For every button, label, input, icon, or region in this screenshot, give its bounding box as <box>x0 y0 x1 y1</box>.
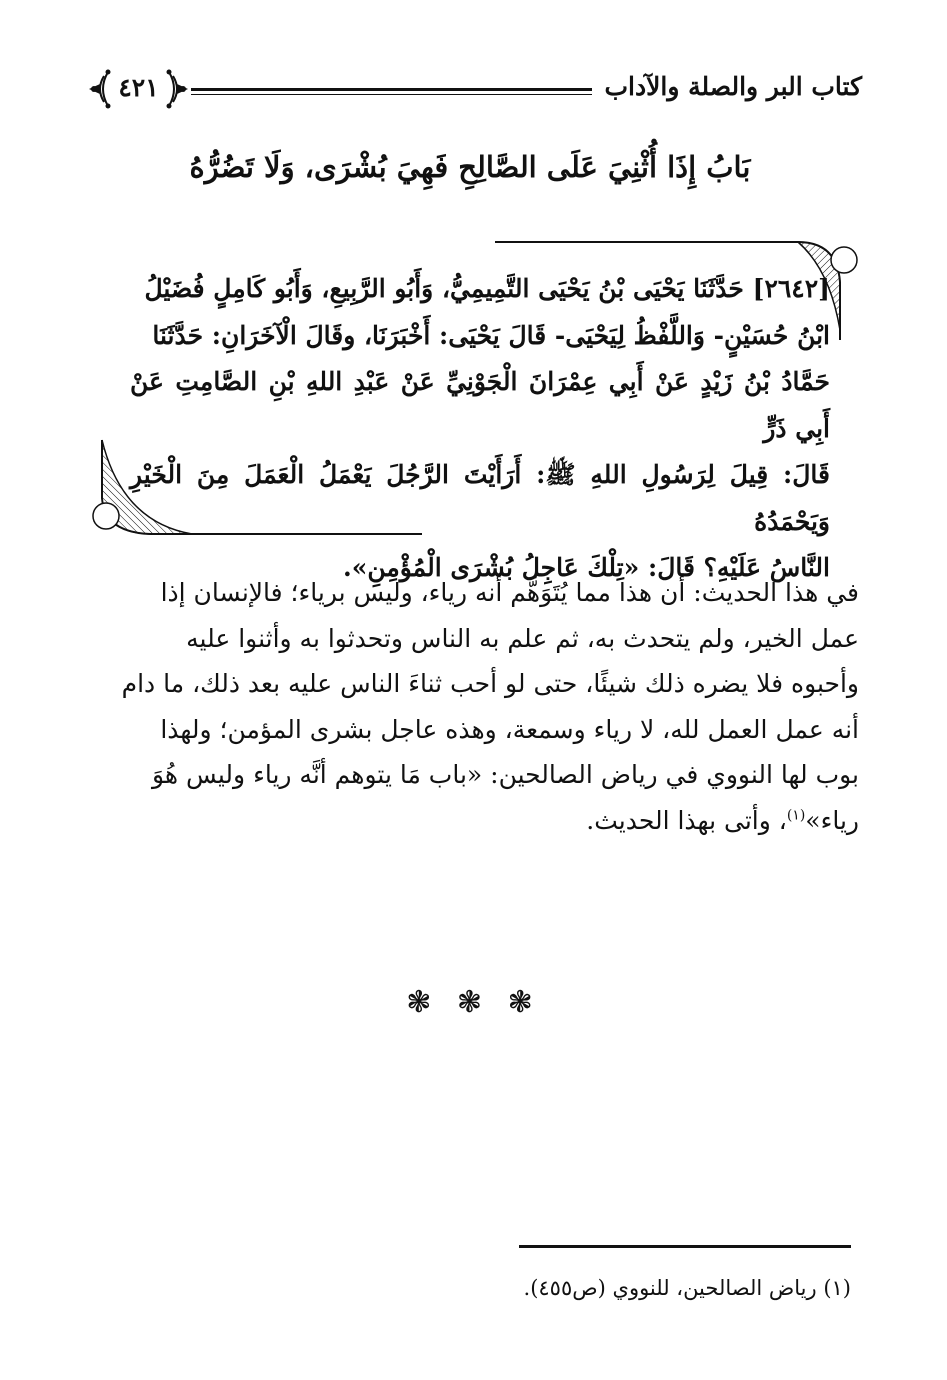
hadith-line: قَالَ: قِيلَ لِرَسُولِ اللهِ ﷺ: أَرَأَيْتَ الرَّجُلَ يَعْمَلُ الْعَمَلَ مِنَ الْخَيْرِ وَيَحْمَدُهُ <box>130 460 830 536</box>
commentary-line: وأحبوه فلا يضره ذلك شيئًا، حتى لو أحب ثناءَ الناس عليه بعد ذلك، ما دام <box>121 669 859 698</box>
header-rule <box>191 88 592 91</box>
hadith-line: النَّاسُ عَلَيْهِ؟ قَالَ: «تِلْكَ عَاجِلُ بُشْرَى الْمُؤْمِنِ». <box>343 553 830 582</box>
commentary-line: رياء»$^{(١)}$، وأتى بهذا الحديث. <box>586 805 859 835</box>
footnote: (١) رياض الصالحين، للنووي (ص٤٥٥). <box>523 1276 851 1300</box>
book-title: كتاب البر والصلة والآداب <box>604 72 862 101</box>
hadith-text <box>130 266 830 592</box>
commentary-line: عمل الخير، ولم يتحدث به، ثم علم به الناس وتحدثوا به وأثنوا عليه <box>186 623 859 653</box>
hadith-line: [٢٦٤٢] حَدَّثَنَا يَحْيَى بْنُ يَحْيَى التَّمِيمِيُّ، وَأَبُو الرَّبِيعِ، وَأَبُو كَامِلٍ فُضَيْلُ <box>144 274 830 303</box>
running-header <box>86 66 862 112</box>
hadith-line: حَمَّادُ بْنُ زَيْدٍ عَنْ أَبِي عِمْرَانَ الْجَوْنِيِّ عَنْ عَبْدِ اللهِ بْنِ الصَّامِتِ عَنْ أَبِي ذَرٍّ <box>130 367 830 443</box>
page-number-ornament <box>86 66 191 112</box>
commentary-line: بوب لها النووي في رياض الصالحين: «باب مَا يتوهم أنَّه رياء وليس هُوَ <box>151 760 859 789</box>
commentary <box>86 570 859 843</box>
chapter-title: بَابُ إِذَا أُثْنِيَ عَلَى الصَّالِحِ فَهِيَ بُشْرَى، وَلَا تَضُرُّهُ <box>189 150 751 184</box>
footnote-rule <box>519 1245 851 1248</box>
section-separator: ❃ ❃ ❃ <box>406 985 541 1020</box>
commentary-line: أنه عمل العمل لله، لا رياء وسمعة، وهذه عاجل بشرى المؤمن؛ ولهذا <box>160 714 859 744</box>
footnote-reference[interactable]: (١) <box>786 807 806 824</box>
hadith-line: ابْنُ حُسَيْنٍ- وَاللَّفْظُ لِيَحْيَى- قَالَ يَحْيَى: أَخْبَرَنَا، وقَالَ الْآخَرَانِ: حَدَّثَنَا <box>152 320 830 350</box>
commentary-line: في هذا الحديث: أن هذا مما يُتَوَهَّم أنه رياء، وليس برياء؛ فالإنسان إذا <box>160 578 859 607</box>
page-number: ٤٢١ <box>118 73 159 102</box>
hadith-number: [٢٦٤٢] <box>752 274 830 303</box>
